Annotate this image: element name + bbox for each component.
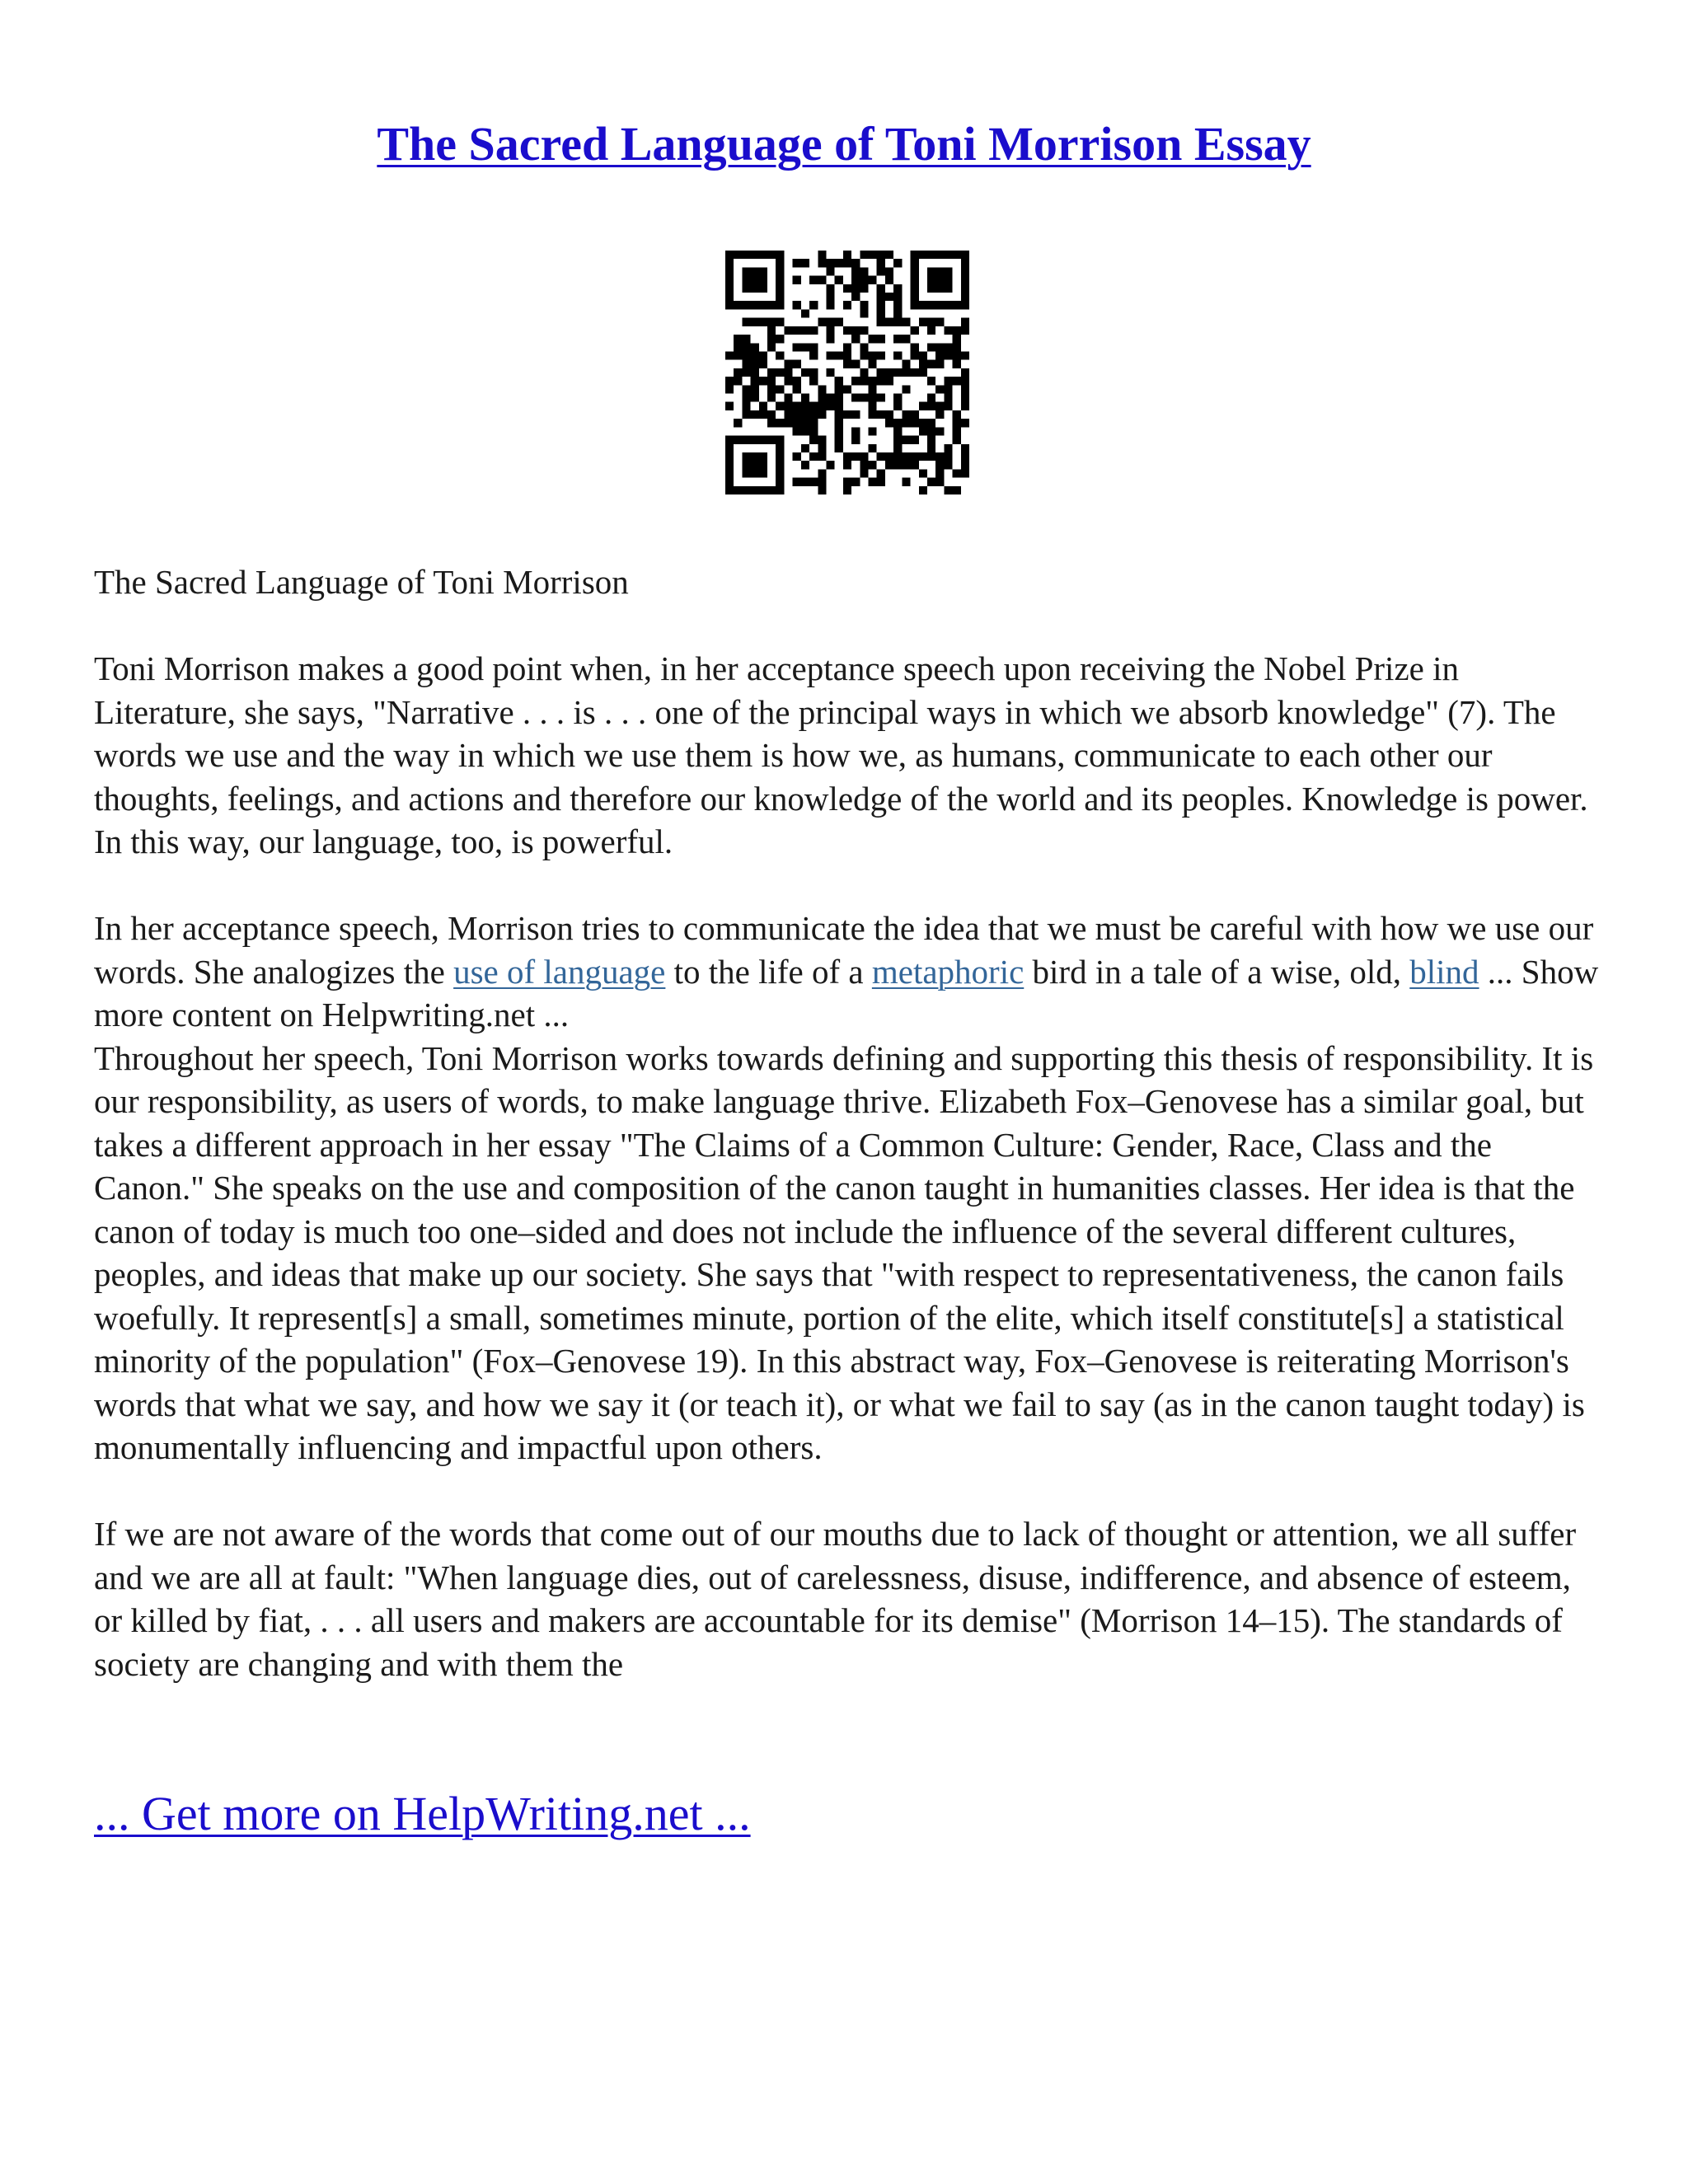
- more-content-link-container: [94, 1785, 751, 1843]
- qr-code-icon: [725, 251, 969, 494]
- title-link[interactable]: The Sacred Language of Toni Morrison Essay: [377, 117, 1311, 171]
- blind-link[interactable]: blind: [1409, 952, 1479, 991]
- essay-paragraph-4: If we are not aware of the words that come out of our mouths due to lack of thought or attention, we all suffer and we are all at fault: "When language dies, out of carelessness, disuse, indifference, and absence of esteem, or killed by fiat, . . . all users and makers are accountable for its demise" (Morrison 14–15). The standards of society are changing and with them the: [94, 1515, 1577, 1683]
- essay-paragraph-3: Throughout her speech, Toni Morrison works towards defining and supporting this thesis of responsibility. It is our responsibility, as users of words, to make language thrive. Elizabeth Fox–Genovese has a similar goal, but takes a different approach in her essay "The Claims of a Common Culture: Gender, Race, Class and the Canon." She speaks on the use and composition of the canon taught in humanities classes. Her idea is that the canon of today is much too one–sided and does not include the influence of the several different cultures, peoples, and ideas that make up our society. She says that "with respect to representativeness, the canon fails woefully. It represent[s] a small, sometimes minute, portion of the elite, which itself constitute[s] a statistical minority of the population" (Fox–Genovese 19). In this abstract way, Fox–Genovese is reiterating Morrison's words that what we say, and how we say it (or teach it), or what we fail to say (as in the canon taught today) is monumentally influencing and impactful upon others.: [94, 1038, 1594, 1466]
- paragraph-2-text-4: ... Show more content on Helpwriting.net ...: [94, 952, 1599, 1033]
- essay-subtitle: The Sacred Language of Toni Morrison: [94, 563, 629, 601]
- essay-body: [94, 560, 1602, 1729]
- get-more-link[interactable]: ... Get more on HelpWriting.net ...: [94, 1787, 751, 1840]
- metaphoric-link[interactable]: metaphoric: [871, 952, 1025, 991]
- essay-paragraph-2: [94, 907, 1602, 1037]
- essay-paragraph-1: Toni Morrison makes a good point when, in her acceptance speech upon receiving the Nobel Prize in Literature, she says, "Narrative . . . is . . . one of the principal ways in which we absorb knowledge" (7). The words we use and the way in which we use them is how we, as humans, communicate to each other our thoughts, feelings, and actions and therefore our knowledge of the world and its peoples. Knowledge is power. In this way, our language, too, is powerful.: [94, 649, 1588, 860]
- page-title: [0, 115, 1688, 173]
- paragraph-2-text-2: to the life of a: [665, 952, 872, 991]
- use-of-language-link[interactable]: use of language: [453, 952, 666, 991]
- paragraph-2-text-3: bird in a tale of a wise, old,: [1024, 952, 1410, 991]
- paragraph-2-text-1: In her acceptance speech, Morrison tries to communicate the idea that we must be careful with how we use our words. She analogizes the: [94, 909, 1594, 991]
